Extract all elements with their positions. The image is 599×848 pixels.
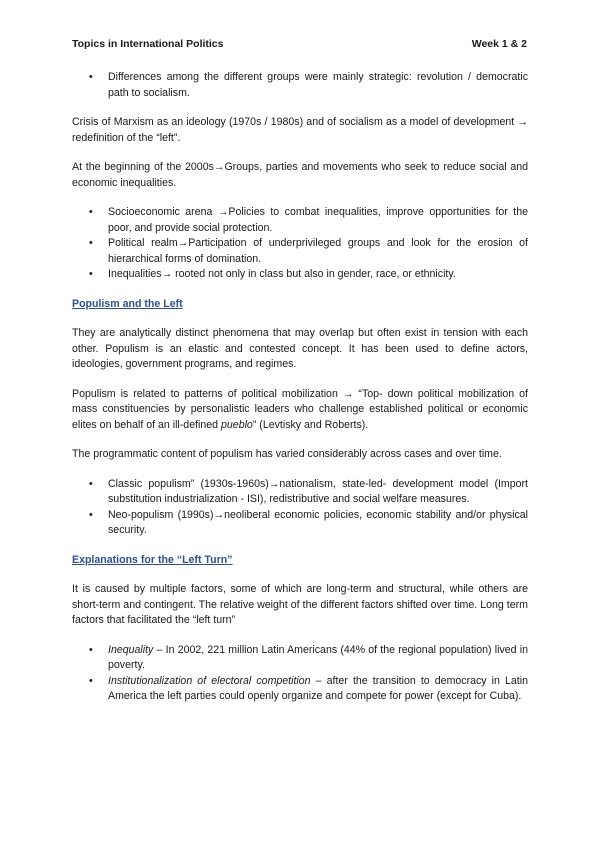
bullet-icon: •: [89, 237, 93, 249]
bullet-icon: •: [89, 477, 93, 490]
paragraph: Crisis of Marxism as an ideology (1970s / 1980s) and of socialism as a model of development → redefinition of the “left”.: [72, 116, 528, 144]
bullet-list: [72, 205, 528, 283]
section-heading: Populism and the Left: [72, 297, 183, 310]
list-item-text: Differences among the different groups were mainly strategic: revolution / democratic path to socialism.: [108, 71, 528, 99]
list-item: [72, 508, 528, 539]
bullet-icon: •: [89, 206, 93, 218]
section-heading: Explanations for the “Left Turn”: [72, 553, 233, 566]
list-item-text: – after the transition to democracy in Latin America the left parties could openly organize and compete for power (except for Cuba).: [108, 674, 529, 702]
bullet-icon: •: [89, 643, 93, 656]
paragraph: At the beginning of the 2000s→Groups, parties and movements who seek to reduce social and economic inequalities.: [72, 161, 528, 189]
bullet-list: [72, 70, 528, 101]
list-item: [72, 267, 528, 283]
paragraph: It is caused by multiple factors, some of which are long-term and structural, while others are short-term and contingent. The relative weight of the different factors shifted over time. Long term factors that facilitated the “left turn”: [72, 583, 528, 626]
paragraph-text: ” (Levtisky and Roberts).: [252, 418, 369, 431]
list-item: [72, 674, 528, 705]
page-header: [72, 38, 527, 54]
paragraph: [72, 387, 528, 434]
bullet-icon: •: [89, 674, 93, 687]
italic-term: Inequality: [108, 643, 154, 656]
bullet-icon: •: [89, 508, 93, 521]
paragraph-text: Populism is related to patterns of political mobilization → “Top- down political mobilization of mass constituencies by personalistic leaders who challenge established political or economic elites on behalf of an ill-defined: [72, 387, 528, 431]
list-item-text: Inequalities→ rooted not only in class but also in gender, race, or ethnicity.: [108, 268, 456, 280]
list-item: [72, 477, 528, 508]
header-week: Week 1 & 2: [471, 38, 527, 50]
italic-term: Institutionalization of electoral competition: [108, 674, 311, 687]
bullet-list: [72, 643, 528, 705]
list-item-text: Political realm→Participation of underprivileged groups and look for the erosion of hierarchical forms of domination.: [108, 237, 528, 265]
list-item: [72, 70, 528, 101]
list-item: [72, 236, 528, 267]
list-item-text: Socioeconomic arena →Policies to combat inequalities, improve opportunities for the poor, and provide social protection.: [108, 206, 528, 234]
bullet-list: [72, 477, 528, 539]
list-item-text: – In 2002, 221 million Latin Americans (44% of the regional population) lived in poverty.: [108, 643, 528, 671]
list-item: [72, 205, 528, 236]
document-body: [72, 70, 528, 719]
list-item: [72, 643, 528, 674]
bullet-icon: •: [89, 71, 93, 83]
italic-term: pueblo: [221, 418, 253, 431]
bullet-icon: •: [89, 268, 93, 280]
header-title: Topics in International Politics: [72, 38, 224, 50]
list-item-text: Classic populism” (1930s-1960s)→nationalism, state-led- development model (Import substitution industrialization - ISI), redistributive and social welfare measures.: [108, 477, 528, 505]
list-item-text: Neo-populism (1990s)→neoliberal economic policies, economic stability and/or physical security.: [108, 508, 528, 536]
paragraph: The programmatic content of populism has varied considerably across cases and over time.: [72, 448, 502, 460]
paragraph: They are analytically distinct phenomena that may overlap but often exist in tension with each other. Populism is an elastic and contested concept. It has been used to define actors, ideologies, government programs, and regimes.: [72, 327, 528, 370]
